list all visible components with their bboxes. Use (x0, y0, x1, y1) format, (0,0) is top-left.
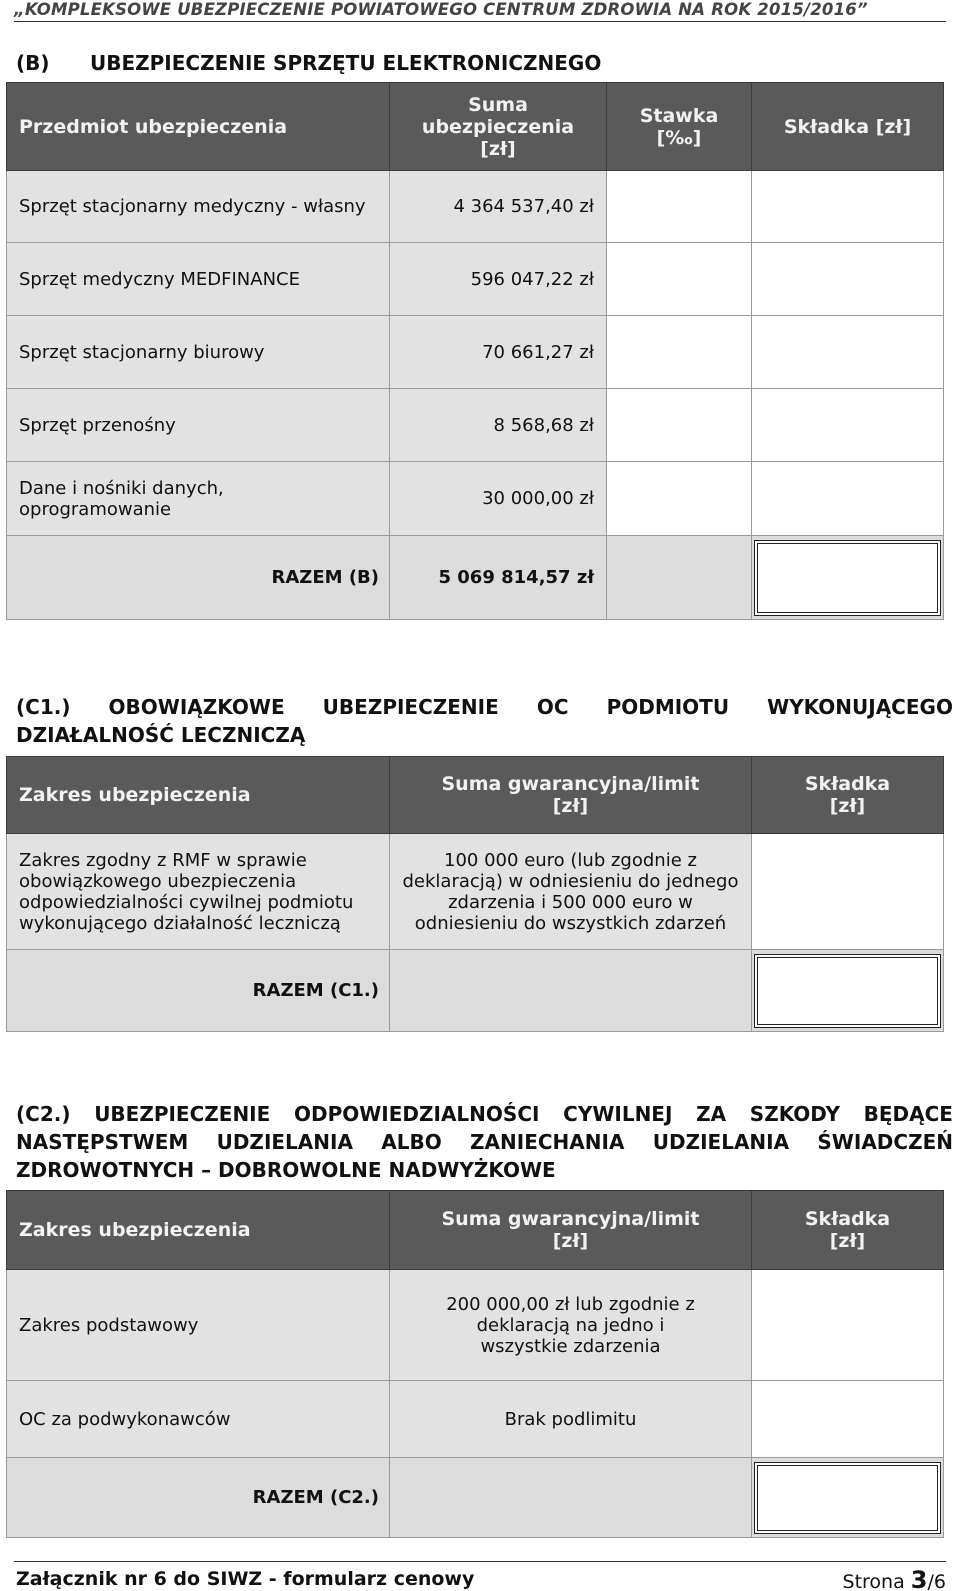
rate-cell[interactable] (607, 316, 752, 389)
total-premium-cell[interactable] (752, 536, 944, 620)
limit-text: 200 000,00 zł lub zgodnie z deklaracją na jedno i wszystkie zdarzenia (390, 1270, 752, 1381)
title-word: PODMIOTU (606, 695, 730, 719)
premium-cell[interactable] (752, 389, 944, 462)
table-row (7, 316, 944, 389)
column-header-premium: Składka [zł] (752, 1191, 944, 1270)
column-header-subject: Przedmiot ubezpieczenia (7, 83, 390, 171)
item-name: Sprzęt medyczny MEDFINANCE (7, 243, 390, 316)
title-word: ŚWIADCZEŃ (817, 1130, 953, 1154)
premium-cell[interactable] (752, 316, 944, 389)
section-b-title (16, 49, 601, 77)
total-premium-cell[interactable] (752, 950, 944, 1032)
table-row (7, 1381, 944, 1458)
title-word: (C2.) (16, 1102, 71, 1126)
footer-attachment-label: Załącznik nr 6 do SIWZ - formularz cenowy (16, 1568, 475, 1590)
rate-cell[interactable] (607, 243, 752, 316)
rate-cell[interactable] (607, 462, 752, 536)
total-premium-box[interactable] (754, 954, 941, 1028)
column-header-premium: Składka [zł] (752, 757, 944, 834)
premium-cell[interactable] (752, 1381, 944, 1458)
title-word: CYWILNEJ (563, 1102, 673, 1126)
scope-text: Zakres podstawowy (7, 1270, 390, 1381)
title-line: ZDROWOTNYCH – DOBROWOLNE NADWYŻKOWE (16, 1158, 556, 1182)
scope-text: OC za podwykonawców (7, 1381, 390, 1458)
title-word: UDZIELANIA (216, 1130, 353, 1154)
total-row (7, 536, 944, 620)
title-word: (C1.) (16, 695, 71, 719)
premium-cell[interactable] (752, 243, 944, 316)
item-name: Sprzęt przenośny (7, 389, 390, 462)
total-premium-box[interactable] (754, 1462, 941, 1534)
scope-text: Zakres zgodny z RMF w sprawie obowiązkowego ubezpieczenia odpowiedzialności cywilnej podmiotu wykonującego działalność leczniczą (7, 834, 390, 950)
item-sum: 8 568,68 zł (390, 389, 607, 462)
limit-text: 100 000 euro (lub zgodnie z deklaracją) w odniesieniu do jednego zdarzenia i 500 000 euro w odniesieniu do wszystkich zdarzeń (390, 834, 752, 950)
title-word: OC (536, 695, 569, 719)
total-row (7, 1458, 944, 1538)
section-c2-table (6, 1190, 944, 1538)
table-row (7, 171, 944, 243)
column-header-rate: Stawka [‰] (607, 83, 752, 171)
total-premium-box[interactable] (754, 540, 941, 616)
column-header-limit: Suma gwarancyjna/limit [zł] (390, 757, 752, 834)
document-header-title: „KOMPLEKSOWE UBEZPIECZENIE POWIATOWEGO CENTRUM ZDROWIA NA ROK 2015/2016” (14, 0, 946, 22)
premium-cell[interactable] (752, 834, 944, 950)
rate-cell[interactable] (607, 171, 752, 243)
table-header-row (7, 83, 944, 171)
title-word: WYKONUJĄCEGO (767, 695, 953, 719)
total-rate-cell (607, 536, 752, 620)
section-c1-title (16, 693, 953, 749)
total-sum: 5 069 814,57 zł (390, 536, 607, 620)
total-label: RAZEM (B) (7, 536, 390, 620)
section-c1-table (6, 756, 944, 1032)
page-current: 3 (910, 1566, 928, 1591)
section-b-code: (B) (16, 51, 50, 75)
premium-cell[interactable] (752, 462, 944, 536)
section-b-table (6, 82, 944, 620)
item-name: Sprzęt stacjonarny medyczny - własny (7, 171, 390, 243)
table-header-row (7, 1191, 944, 1270)
total-label: RAZEM (C2.) (7, 1458, 390, 1538)
total-limit-cell (390, 1458, 752, 1538)
table-row (7, 834, 944, 950)
title-word: UBEZPIECZENIE (94, 1102, 271, 1126)
item-sum: 30 000,00 zł (390, 462, 607, 536)
total-limit-cell (390, 950, 752, 1032)
limit-text: Brak podlimitu (390, 1381, 752, 1458)
total-row (7, 950, 944, 1032)
title-word: ZA (696, 1102, 727, 1126)
premium-cell[interactable] (752, 1270, 944, 1381)
page-number (843, 1566, 946, 1591)
item-sum: 596 047,22 zł (390, 243, 607, 316)
page-footer (14, 1561, 946, 1591)
page-total: /6 (927, 1571, 946, 1591)
title-word: UBEZPIECZENIE (322, 695, 499, 719)
table-row (7, 389, 944, 462)
column-header-premium: Składka [zł] (752, 83, 944, 171)
table-row (7, 462, 944, 536)
title-word: UDZIELANIA (652, 1130, 790, 1154)
title-word: ALBO (381, 1130, 442, 1154)
column-header-scope: Zakres ubezpieczenia (7, 757, 390, 834)
page-label: Strona (842, 1571, 905, 1591)
item-name: Dane i nośniki danych, oprogramowanie (7, 462, 390, 536)
item-name: Sprzęt stacjonarny biurowy (7, 316, 390, 389)
table-row (7, 1270, 944, 1381)
item-sum: 70 661,27 zł (390, 316, 607, 389)
total-label: RAZEM (C1.) (7, 950, 390, 1032)
title-word: BĘDĄCE (863, 1102, 953, 1126)
item-sum: 4 364 537,40 zł (390, 171, 607, 243)
title-word: NASTĘPSTWEM (16, 1130, 189, 1154)
premium-cell[interactable] (752, 171, 944, 243)
section-c2-title (16, 1100, 953, 1184)
title-word: OBOWIĄZKOWE (108, 695, 285, 719)
table-header-row (7, 757, 944, 834)
title-word: ODPOWIEDZIALNOŚCI (293, 1102, 540, 1126)
title-line: DZIAŁALNOŚĆ LECZNICZĄ (16, 723, 306, 747)
column-header-scope: Zakres ubezpieczenia (7, 1191, 390, 1270)
section-b-heading: UBEZPIECZENIE SPRZĘTU ELEKTRONICZNEGO (90, 51, 602, 75)
column-header-sum: Suma ubezpieczenia [zł] (390, 83, 607, 171)
total-premium-cell[interactable] (752, 1458, 944, 1538)
title-word: SZKODY (749, 1102, 840, 1126)
table-row (7, 243, 944, 316)
column-header-limit: Suma gwarancyjna/limit [zł] (390, 1191, 752, 1270)
rate-cell[interactable] (607, 389, 752, 462)
title-word: ZANIECHANIA (470, 1130, 625, 1154)
